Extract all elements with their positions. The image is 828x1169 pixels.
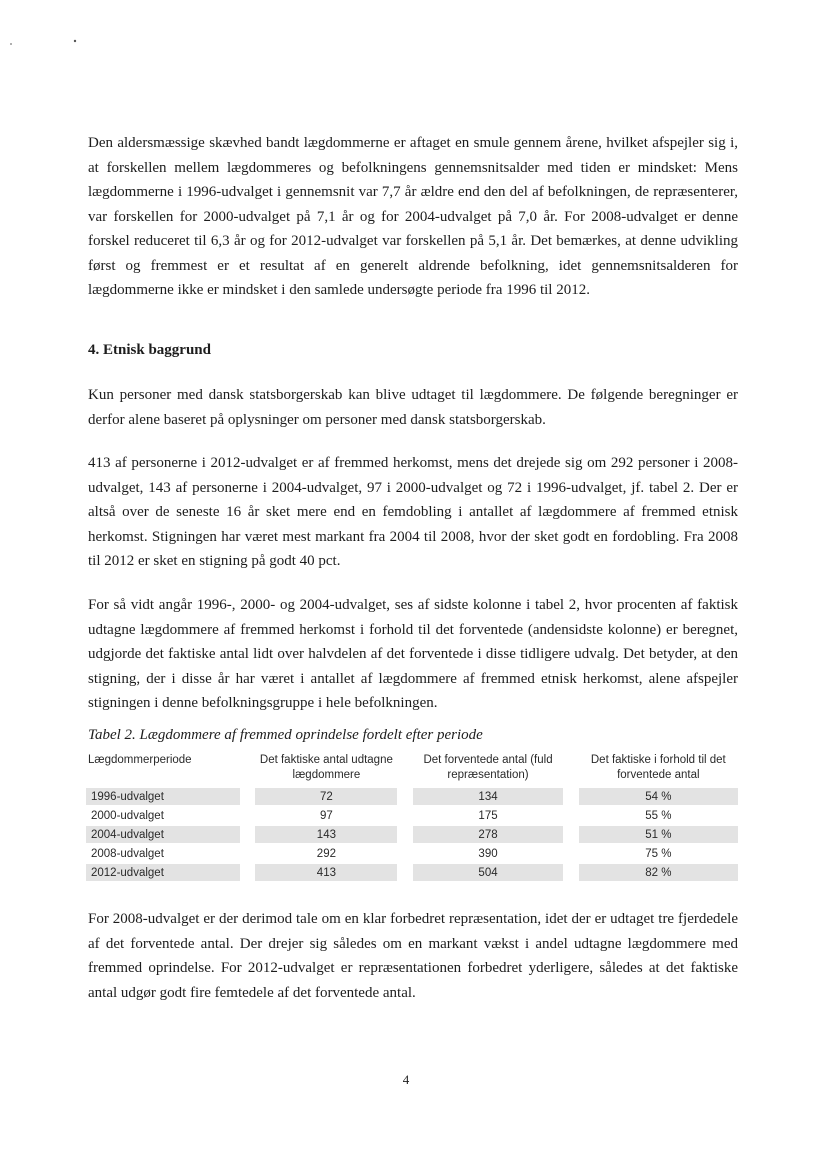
- cell-expected: 134: [413, 788, 564, 805]
- paragraph-citizenship: Kun personer med dansk statsborgerskab kan blive udtaget til lægdommere. De følgende beregninger er derfor alene baseret på oplysninger om personer med dansk statsborgerskab.: [88, 387, 738, 428]
- table-header-row: [86, 753, 738, 786]
- column-header-actual: Det faktiske antal udtagne lægdommere: [259, 754, 393, 781]
- column-header-ratio: Det faktiske i forhold til det forventede antal: [590, 754, 726, 781]
- table-row-2004: [86, 826, 738, 843]
- cell-ratio: 55 %: [645, 809, 672, 822]
- column-header-expected: Det forventede antal (fuld repræsentation): [423, 754, 553, 781]
- cell-actual: 292: [316, 847, 336, 860]
- cell-actual: 72: [255, 788, 397, 805]
- table-caption: Tabel 2. Lægdommere af fremmed oprindelse fordelt efter periode: [88, 727, 483, 743]
- cell-actual: 143: [255, 826, 397, 843]
- cell-period: 2008-udvalget: [91, 847, 164, 860]
- table-row-2012: [86, 864, 738, 881]
- page-number: 4: [402, 1072, 410, 1087]
- section-heading-ethnic-background: 4. Etnisk baggrund: [88, 342, 211, 358]
- cell-ratio: 75 %: [645, 847, 672, 860]
- cell-actual: 97: [319, 809, 333, 822]
- paragraph-foreign-origin-counts: 413 af personerne i 2012-udvalget er af fremmed herkomst, mens det drejede sig om 292 personer i 2008-udvalget, 143 af personerne i 2004-udvalget, 97 i 2000-udvalget og 72 i 1996-udvalget, jf. tabel 2. Der er altså over de seneste 16 år sket mere end en femdobling i antallet af lægdommere af fremmed etnisk herkomst. Stigningen har været mest markant fra 2004 til 2008, hvor der sket godt en fordobling. Fra 2008 til 2012 er sket en stigning på godt 40 pct.: [88, 455, 738, 569]
- cell-period: 2004-udvalget: [86, 826, 240, 843]
- paragraph-representation-earlier: For så vidt angår 1996-, 2000- og 2004-udvalget, ses af sidste kolonne i tabel 2, hvor procenten af faktisk udtagne lægdommere af fremmed herkomst i forhold til det forventede (andensidste kolonne) er beregnet, udgjorde det faktiske antal lidt over halvdelen af det forventede i disse tidligere udvalg. Det betyder, at den stigning, der i disse år har været i antallet af lægdommere af fremmed etnisk herkomst, alene afspejler stigningen i denne befolkningsgruppe i hele befolkningen.: [88, 597, 738, 711]
- paragraph-age-difference: Den aldersmæssige skævhed bandt lægdommerne er aftaget en smule gennem årene, hvilket afspejler sig i, at forskellen mellem lægdommeres og befolkningens gennemsnitsalder med tiden er mindsket: Mens lægdommerne i 1996-udvalget i gennemsnit var 7,7 år ældre end den del af befolkningen, de repræsenterer, var forskellen for 2000-udvalget på 7,1 år og for 2004-udvalget på 7,0 år. For 2008-udvalget er denne forskel reduceret til 6,3 år og for 2012-udvalget var forskellen på 5,1 år. Det bemærkes, at denne udvikling først og fremmest er et resultat af en generelt aldrende befolkning, idet gennemsnitsalderen for lægdommerne ikke er mindsket i den samlede undersøgte periode fra 1996 til 2012.: [88, 135, 738, 298]
- cell-expected: 175: [478, 809, 498, 822]
- cell-period: 2012-udvalget: [86, 864, 240, 881]
- cell-period: 2000-udvalget: [91, 809, 164, 822]
- scan-specks: [0, 0, 828, 60]
- cell-ratio: 51 %: [579, 826, 738, 843]
- cell-expected: 390: [478, 847, 498, 860]
- column-header-period: Lægdommerperiode: [88, 754, 192, 766]
- table-row-2000: [86, 807, 738, 824]
- cell-expected: 504: [413, 864, 564, 881]
- table-row-1996: [86, 788, 738, 805]
- table-row-2008: [86, 845, 738, 862]
- cell-period: 1996-udvalget: [86, 788, 240, 805]
- cell-actual: 413: [255, 864, 397, 881]
- table-foreign-origin: [86, 751, 738, 883]
- cell-expected: 278: [413, 826, 564, 843]
- paragraph-representation-recent: For 2008-udvalget er der derimod tale om en klar forbedret repræsentation, idet der er udtaget tre fjerdedele af det forventede antal. Der drejer sig således om en markant vækst i andel udtagne lægdommere med fremmed oprindelse. For 2012-udvalget er repræsentationen forbedret yderligere, således at det faktiske antal udgør godt fire femtedele af det forventede antal.: [88, 911, 738, 1001]
- cell-ratio: 54 %: [579, 788, 738, 805]
- cell-ratio: 82 %: [579, 864, 738, 881]
